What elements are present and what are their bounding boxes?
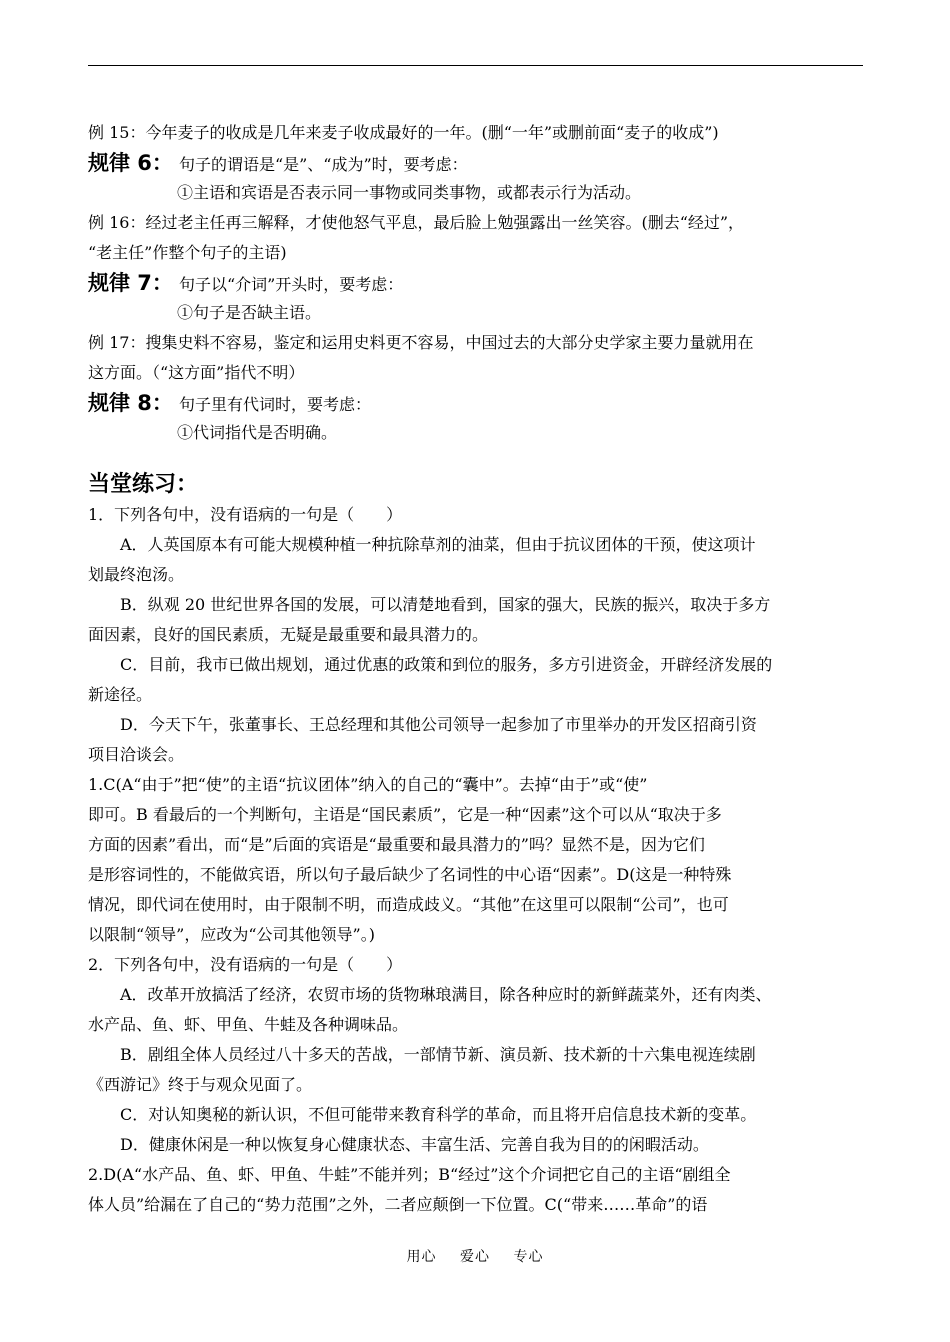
answer-1-line-3: 方面的因素”看出，而“是”后面的宾语是“最重要和最具潜力的”吗？显然不是，因为它们: [88, 835, 705, 854]
example-16-line-1: 例 16：经过老主任再三解释，才使他怒气平息，最后脸上勉强露出一丝笑容。(删去“经过”，: [88, 213, 745, 232]
rule-8-text: 句子里有代词时，要考虑：: [178, 395, 371, 414]
answer-2-line-1: 2.D(A“水产品、鱼、虾、甲鱼、牛蛙”不能并列；B“经过”这个介词把它自己的主语“剧组全: [88, 1165, 731, 1184]
rule-7-text: 句子以“介词”开头时，要考虑：: [178, 275, 404, 294]
rule-8-heading: [88, 388, 863, 418]
question-2-stem: 2．下列各句中，没有语病的一句是（ ）: [88, 955, 403, 974]
example-16-line-2: “老主任”作整个句子的主语): [88, 243, 287, 262]
rule-7-item: ①句子是否缺主语。: [177, 303, 322, 322]
example-17-line-1: 例 17：搜集史料不容易，鉴定和运用史料更不容易，中国过去的大部分史学家主要力量就用在: [88, 333, 754, 352]
rule-7-label: 规律 7：: [88, 271, 173, 295]
question-2-option-b-line-1: B．剧组全体人员经过八十多天的苦战，一部情节新、演员新、技术新的十六集电视连续剧: [120, 1045, 756, 1064]
answer-1-line-2: 即可。B 看最后的一个判断句，主语是“国民素质”，它是一种“因素”这个可以从“取决于多: [88, 805, 722, 824]
question-1-option-b-line-2: 面因素，良好的国民素质，无疑是最重要和最具潜力的。: [88, 625, 489, 644]
question-1-option-a-line-1: A．人英国原本有可能大规模种植一种抗除草剂的油菜，但由于抗议团体的干预，使这项计: [120, 535, 756, 554]
rule-6-label: 规律 6：: [88, 151, 173, 175]
answer-1-line-6: 以限制“领导”，应改为“公司其他领导”。): [88, 925, 375, 944]
question-2-option-b-line-2: 《西游记》终于与观众见面了。: [88, 1075, 313, 1094]
answer-1-line-4: 是形容词性的，不能做宾语，所以句子最后缺少了名词性的中心语“因素”。D(这是一种特殊: [88, 865, 732, 884]
question-2-option-a-line-1: A．改革开放搞活了经济，农贸市场的货物琳琅满目，除各种应时的新鲜蔬菜外，还有肉类、: [120, 985, 772, 1004]
rule-7-heading: [88, 268, 863, 298]
question-1-option-d-line-2: 项目洽谈会。: [88, 745, 185, 764]
answer-1-line-5: 情况，即代词在使用时，由于限制不明，而造成歧义。“其他”在这里可以限制“公司”，也可: [88, 895, 729, 914]
question-1-option-c-line-1: C．目前，我市已做出规划，通过优惠的政策和到位的服务，多方引进资金，开辟经济发展的: [120, 655, 773, 674]
example-17-line-2: 这方面。（“这方面”指代不明）: [88, 363, 305, 382]
question-2-option-c: C．对认知奥秘的新认识，不但可能带来教育科学的革命，而且将开启信息技术新的变革。: [120, 1105, 757, 1124]
page-body: [88, 118, 863, 1220]
practice-title: 当堂练习：: [88, 472, 199, 497]
example-15: 例 15：今年麦子的收成是几年来麦子收成最好的一年。(删“一年”或删前面“麦子的收成”): [88, 123, 719, 142]
question-1-option-b-line-1: B．纵观 20 世纪世界各国的发展，可以清楚地看到，国家的强大，民族的振兴，取决于多方: [120, 595, 771, 614]
footer-word-1: 用心: [406, 1249, 437, 1265]
rule-6-heading: [88, 148, 863, 178]
question-1-option-d-line-1: D．今天下午，张董事长、王总经理和其他公司领导一起参加了市里举办的开发区招商引资: [120, 715, 757, 734]
rule-6-item: ①主语和宾语是否表示同一事物或同类事物，或都表示行为活动。: [177, 183, 642, 202]
question-2-option-d: D．健康休闲是一种以恢复身心健康状态、丰富生活、完善自我为目的的闲暇活动。: [120, 1135, 709, 1154]
rule-6-text: 句子的谓语是“是”、“成为”时，要考虑：: [178, 155, 468, 174]
question-1-option-c-line-2: 新途径。: [88, 685, 153, 704]
footer-word-2: 爱心: [460, 1249, 490, 1265]
question-1-stem: 1．下列各句中，没有语病的一句是（ ）: [88, 505, 403, 524]
header-rule: [88, 65, 863, 66]
question-2-option-a-line-2: 水产品、鱼、虾、甲鱼、牛蛙及各种调味品。: [88, 1015, 409, 1034]
rule-8-item: ①代词指代是否明确。: [177, 423, 338, 442]
question-1-option-a-line-2: 划最终泡汤。: [88, 565, 185, 584]
footer-word-3: 专心: [513, 1249, 544, 1265]
answer-2-line-2: 体人员”给漏在了自己的“势力范围”之外，二者应颠倒一下位置。C(“带来……革命”的语: [88, 1195, 708, 1214]
rule-8-label: 规律 8：: [88, 391, 173, 415]
answer-1-line-1: 1.C(A“由于”把“使”的主语“抗议团体”纳入的自己的“囊中”。去掉“由于”或“使”: [88, 775, 648, 794]
page-footer: [0, 1246, 950, 1266]
